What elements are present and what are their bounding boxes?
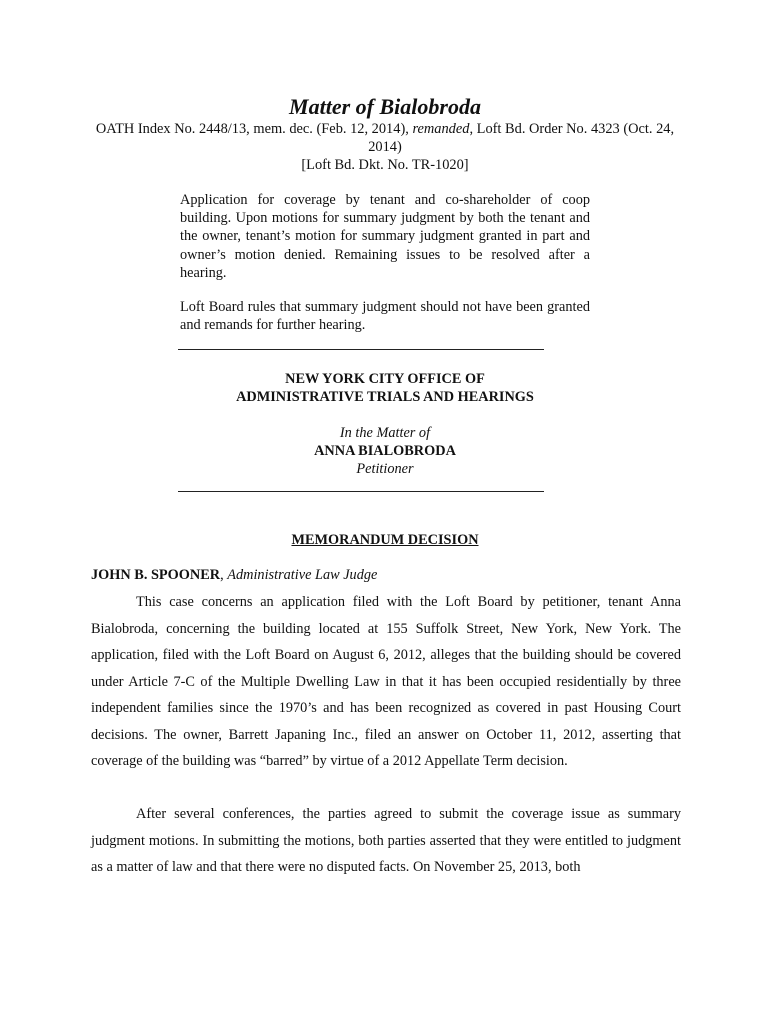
body-paragraph-2 — [91, 801, 681, 881]
agency-line-1: NEW YORK CITY OFFICE OF — [285, 371, 485, 387]
case-citation — [80, 120, 690, 174]
divider-rule-top — [178, 349, 544, 350]
body-line: application, filed with the Loft Board on August 6, 2012, alleges that the building should be — [91, 647, 632, 663]
body-line: judgment as a matter of law and that there were no disputed facts. On November 25, 2013, both — [91, 832, 681, 875]
citation-remanded: remanded — [412, 121, 470, 137]
citation-loft-order: , Loft Bd. Order No. 4323 (Oct. 24, 2014) — [368, 121, 675, 155]
body-line: Term decision. — [482, 753, 568, 769]
agency-name — [0, 370, 770, 406]
body-line: residentially by three independent families since the 1970’s and has been recognized as covered — [91, 673, 682, 716]
body-line: in past Housing Court decisions. The owner, Barrett Japaning Inc., filed an answer on October — [91, 700, 681, 743]
judge-line — [91, 566, 377, 584]
matter-intro: In the Matter of — [339, 425, 431, 441]
petitioner-name: ANNA BIALOBRODA — [314, 443, 456, 459]
judge-separator: , — [220, 567, 228, 583]
body-paragraph-1 — [91, 589, 681, 775]
matter-caption — [0, 424, 770, 478]
body-line: This case concerns an application filed with the Loft Board by petitioner, tenant Anna — [136, 594, 681, 610]
judge-name: JOHN B. SPOONER — [91, 567, 221, 583]
document-title: Matter of Bialobroda — [289, 94, 481, 119]
body-line: judgment motions. In submitting the motions, both parties asserted that they were entitled to — [91, 832, 624, 849]
divider-rule-bottom — [178, 491, 544, 492]
body-line: Bialobroda, concerning the building located at 155 Suffolk Street, New York, New York. The — [91, 620, 681, 637]
judge-role: Administrative Law Judge — [227, 567, 378, 583]
citation-docket: [Loft Bd. Dkt. No. TR-1020] — [301, 157, 469, 173]
section-heading: MEMORANDUM DECISION — [291, 532, 479, 548]
citation-text: OATH Index No. 2448/13, mem. dec. (Feb. 12, 2014), — [95, 121, 413, 137]
agency-line-2: ADMINISTRATIVE TRIALS AND HEARINGS — [236, 389, 534, 405]
summary-paragraph-1: Application for coverage by tenant and co-shareholder of coop building. Upon motions for summary judgment by both the tenant and the owner, tenant’s motion for summary judgment granted in part and owner’s motion denied. Remaining issues to be resolved after a hearing. — [180, 192, 590, 281]
summary-paragraph-2: Loft Board rules that summary judgment should not have been granted and remands for further hearing. — [180, 299, 590, 334]
body-line: 11, 2012, asserting that coverage of the building was “barred” by virtue of a 2012 Appellate — [91, 726, 682, 769]
body-line: covered under Article 7-C of the Multiple Dwelling Law in that it has been occupied — [91, 647, 681, 690]
petitioner-role: Petitioner — [356, 461, 414, 477]
body-line: After several conferences, the parties agreed to submit the coverage issue as summary — [136, 806, 681, 822]
